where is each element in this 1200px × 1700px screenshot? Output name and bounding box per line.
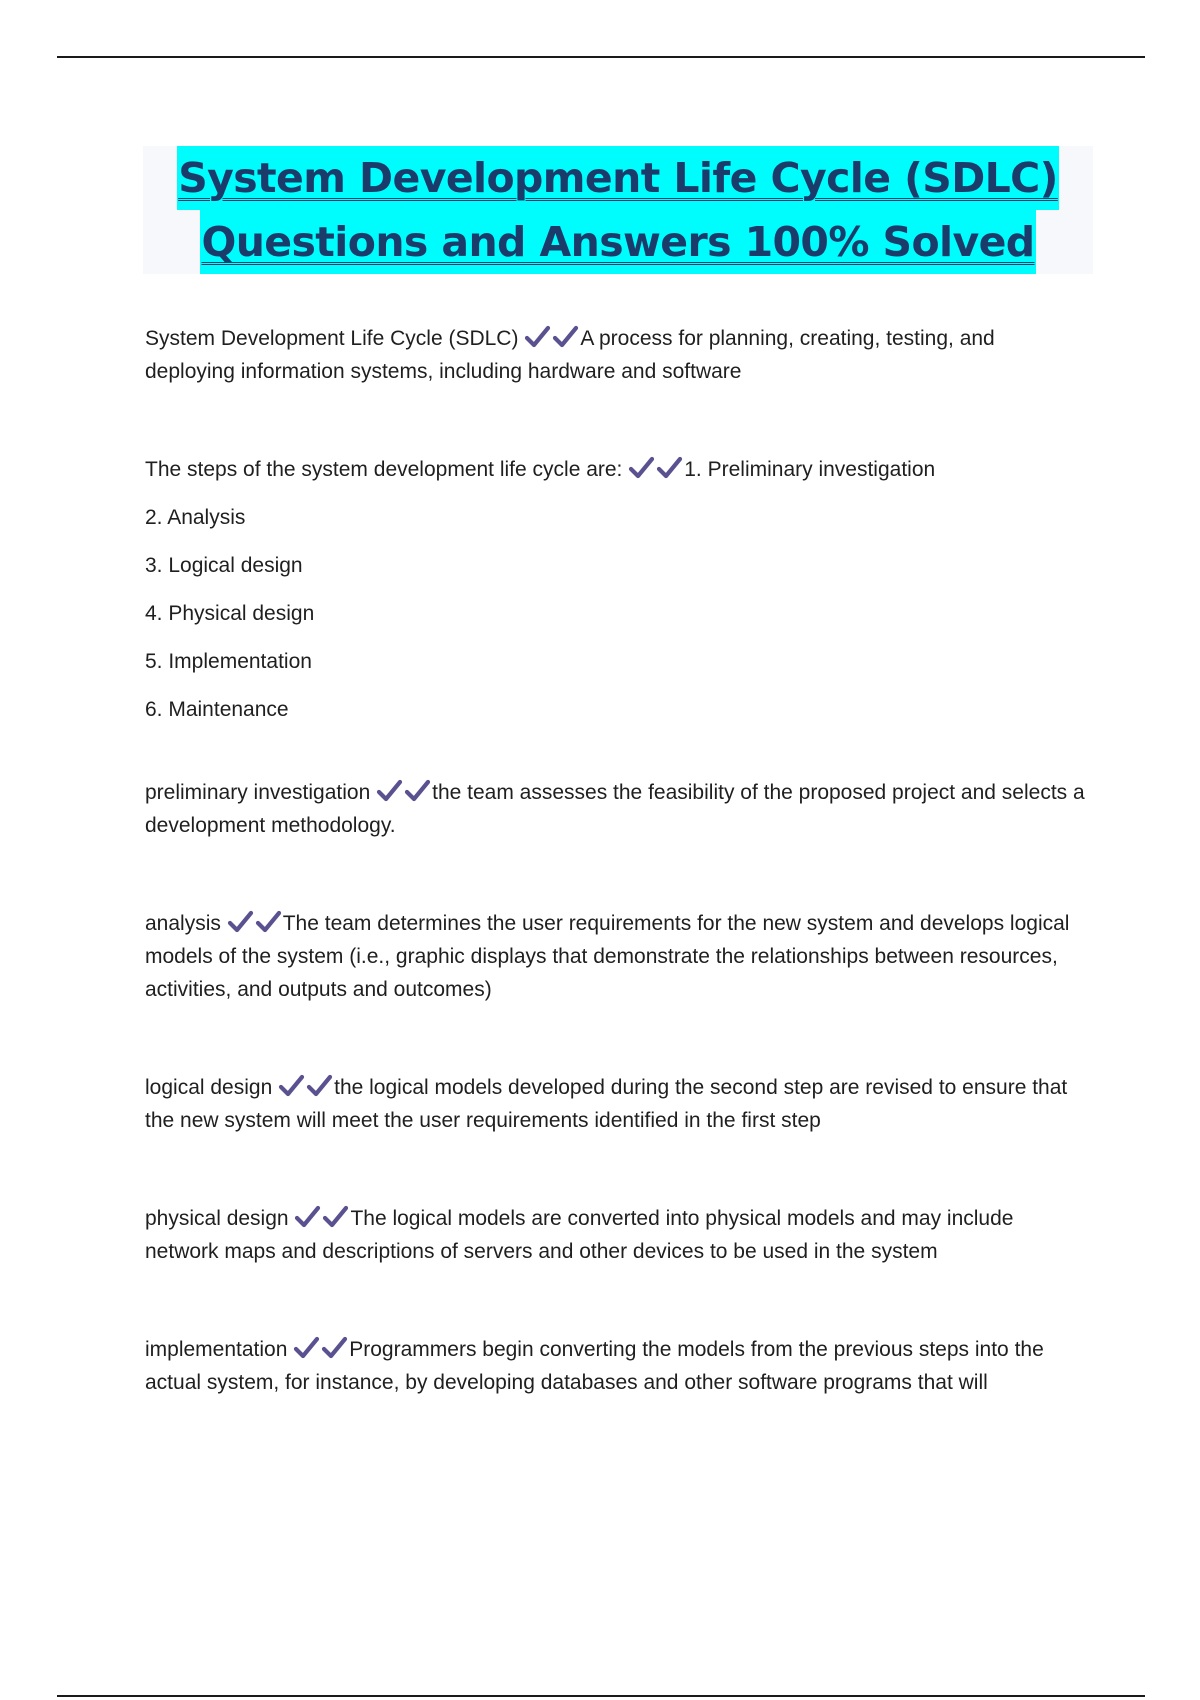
- qa-entry-steps: [145, 453, 1090, 486]
- term: preliminary investigation: [145, 781, 371, 804]
- term: implementation: [145, 1338, 288, 1361]
- answer: the logical models developed during the second step are revised to ensure that the new system will meet the user requirements identified in the first step: [145, 1076, 1068, 1132]
- qa-entry-sdlc: [145, 322, 1090, 388]
- qa-entry-implementation: [145, 1333, 1090, 1399]
- list-item: 4. Physical design: [145, 602, 315, 625]
- checkmark-icon: [321, 1336, 349, 1360]
- document-title: [143, 146, 1093, 274]
- term: analysis: [145, 912, 221, 935]
- checkmark-icon: [404, 779, 432, 803]
- list-item: 5. Implementation: [145, 650, 312, 673]
- checkmark-icon: [227, 910, 255, 934]
- qa-entry-logical-design: [145, 1071, 1090, 1137]
- answer: The team determines the user requirements for the new system and develops logical models of the system (i.e., graphic displays that demonstrate the relationships between resources, activities, and outputs and outcomes): [145, 912, 1070, 1001]
- checkmark-icon: [628, 456, 656, 480]
- checkmark-icon: [294, 1205, 322, 1229]
- answer: the team assesses the feasibility of the proposed project and selects a development methodology.: [145, 781, 1085, 837]
- answer: The logical models are converted into physical models and may include network maps and descriptions of servers and other devices to be used in the system: [145, 1207, 1014, 1263]
- title-line-1: System Development Life Cycle (SDLC): [177, 146, 1059, 210]
- list-item: 2. Analysis: [145, 506, 246, 529]
- title-line-2: Questions and Answers 100% Solved: [200, 210, 1035, 274]
- top-rule: [57, 56, 1145, 58]
- qa-content: [145, 322, 1090, 1399]
- checkmark-icon: [376, 779, 404, 803]
- checkmark-icon: [278, 1074, 306, 1098]
- checkmark-icon: [306, 1074, 334, 1098]
- steps-list: [145, 501, 1090, 726]
- bottom-rule: [57, 1695, 1145, 1697]
- qa-entry-analysis: [145, 907, 1090, 1006]
- qa-entry-preliminary-investigation: [145, 776, 1090, 842]
- qa-entry-physical-design: [145, 1202, 1090, 1268]
- term: logical design: [145, 1076, 273, 1099]
- checkmark-icon: [255, 910, 283, 934]
- list-item: 6. Maintenance: [145, 698, 289, 721]
- checkmark-icon: [293, 1336, 321, 1360]
- answer: A process for planning, creating, testing, and deploying information systems, including hardware and software: [145, 327, 995, 383]
- list-item: 3. Logical design: [145, 554, 303, 577]
- answer: 1. Preliminary investigation: [684, 458, 936, 481]
- term: System Development Life Cycle (SDLC): [145, 327, 519, 350]
- term: physical design: [145, 1207, 289, 1230]
- term: The steps of the system development life cycle are:: [145, 458, 623, 481]
- checkmark-icon: [524, 325, 552, 349]
- checkmark-icon: [656, 456, 684, 480]
- checkmark-icon: [322, 1205, 350, 1229]
- answer: Programmers begin converting the models from the previous steps into the actual system, for instance, by developing databases and other software programs that will: [145, 1338, 1044, 1394]
- checkmark-icon: [552, 325, 580, 349]
